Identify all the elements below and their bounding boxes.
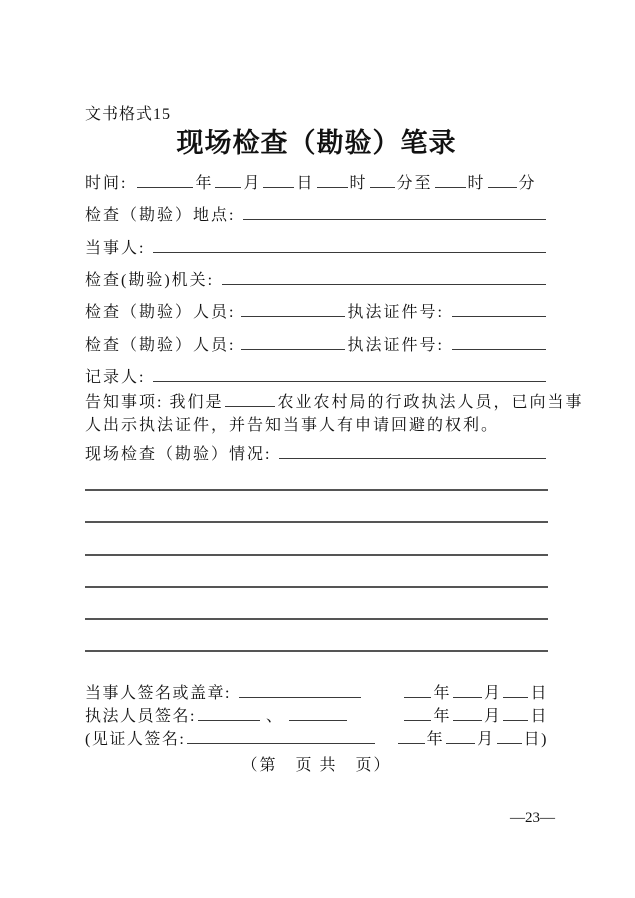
notice-bureau-blank — [225, 404, 275, 407]
date-month-unit: 月 — [483, 708, 502, 725]
footer-pagination: （第 页 共 页） — [241, 757, 392, 774]
time-unit-day: 日 — [296, 175, 315, 192]
blank-rule-line — [85, 554, 548, 556]
inspector-label: 检查（勘验）人员: — [85, 304, 236, 321]
time-unit-hour2: 时 — [467, 175, 486, 192]
time-unit-minute: 分 — [518, 175, 537, 192]
location-label: 检查（勘验）地点: — [85, 207, 236, 224]
date-year-unit: 年 — [426, 731, 445, 748]
notice-line-2 — [85, 414, 548, 437]
time-unit-month: 月 — [243, 175, 262, 192]
time-unit-year: 年 — [195, 175, 214, 192]
party-blank — [153, 250, 546, 253]
signature-officer-blank-1 — [198, 718, 260, 721]
blank-rule-line — [85, 618, 548, 620]
cert-label: 执法证件号: — [347, 337, 444, 354]
notice-line-1 — [85, 391, 584, 414]
inspector-label: 检查（勘验）人员: — [85, 337, 236, 354]
field-inspector-1 — [85, 303, 548, 322]
signature-witness-label: (见证人签名: — [85, 731, 186, 748]
field-inspector-2 — [85, 336, 548, 355]
agency-blank — [222, 282, 546, 285]
signature-officer-blank-2 — [289, 718, 347, 721]
blank-rule-line — [85, 521, 548, 523]
time-minute-blank — [370, 185, 395, 188]
signature-officer-separator: 、 — [265, 708, 284, 725]
signature-party-label: 当事人签名或盖章: — [85, 685, 231, 702]
signature-witness-row — [85, 730, 548, 749]
date-year-blank — [404, 718, 431, 721]
situation-label: 现场检查（勘验）情况: — [85, 446, 272, 463]
document-content — [85, 0, 584, 898]
date-day-blank — [503, 695, 528, 698]
signature-party-left — [85, 684, 363, 703]
field-location — [85, 206, 548, 225]
cert-number-blank — [452, 314, 546, 317]
date-day-blank — [503, 718, 528, 721]
date-day-blank — [497, 741, 522, 744]
page-number: —23— — [510, 810, 555, 826]
doc-format-label: 文书格式15 — [85, 106, 172, 123]
agency-label: 检查(勘验)机关: — [85, 272, 215, 289]
situation-blank — [279, 456, 546, 459]
notice-paragraph — [85, 391, 584, 437]
signature-party-blank — [239, 695, 361, 698]
time-hour-blank — [317, 185, 348, 188]
date-month-unit: 月 — [483, 685, 502, 702]
date-month-blank — [453, 718, 482, 721]
cert-number-blank — [452, 347, 546, 350]
date-month-blank — [446, 741, 475, 744]
notice-line2-text: 人出示执法证件，并告知当事人有申请回避的权利。 — [85, 417, 500, 434]
date-year-blank — [404, 695, 431, 698]
time-unit-hour: 时 — [349, 175, 368, 192]
blank-rule-line — [85, 489, 548, 491]
time-day-blank — [263, 185, 294, 188]
field-agency — [85, 271, 548, 290]
signature-party-date — [402, 684, 548, 703]
date-day-unit: 日 — [530, 685, 548, 702]
notice-prefix: 告知事项: 我们是 — [85, 394, 224, 411]
recorder-blank — [153, 379, 546, 382]
location-blank — [243, 217, 546, 220]
cert-label: 执法证件号: — [347, 304, 444, 321]
time-month-blank — [215, 185, 241, 188]
field-situation — [85, 445, 548, 464]
date-day-unit: 日 — [530, 708, 548, 725]
signature-party-row — [85, 684, 548, 703]
time-hour2-blank — [435, 185, 466, 188]
signature-witness-blank — [187, 741, 375, 744]
signature-officer-date — [402, 707, 548, 726]
blank-rule-line — [85, 650, 548, 652]
inspector-name-blank — [241, 347, 345, 350]
time-year-blank — [137, 185, 193, 188]
date-year-blank — [398, 741, 425, 744]
signature-officer-left — [85, 707, 349, 726]
field-time — [85, 174, 548, 193]
inspector-name-blank — [241, 314, 345, 317]
recorder-label: 记录人: — [85, 369, 146, 386]
field-party — [85, 239, 548, 258]
field-recorder — [85, 368, 548, 387]
time-label: 时间: — [85, 175, 128, 192]
time-minute2-blank — [488, 185, 517, 188]
date-year-unit: 年 — [433, 685, 451, 702]
signature-officer-label: 执法人员签名: — [85, 708, 196, 725]
signature-officer-row — [85, 707, 548, 726]
date-year-unit: 年 — [433, 708, 451, 725]
document-title: 现场检查（勘验）笔录 — [176, 128, 457, 158]
time-unit-minute-to: 分至 — [396, 175, 433, 192]
blank-rule-line — [85, 586, 548, 588]
date-month-blank — [453, 695, 482, 698]
date-month-unit: 月 — [477, 731, 495, 748]
party-label: 当事人: — [85, 240, 146, 257]
signature-witness-left — [85, 730, 377, 749]
date-day-close-unit: 日) — [523, 731, 548, 748]
signature-witness-date — [396, 730, 548, 749]
notice-suffix: 农业农村局的行政执法人员，已向当事 — [277, 394, 584, 411]
